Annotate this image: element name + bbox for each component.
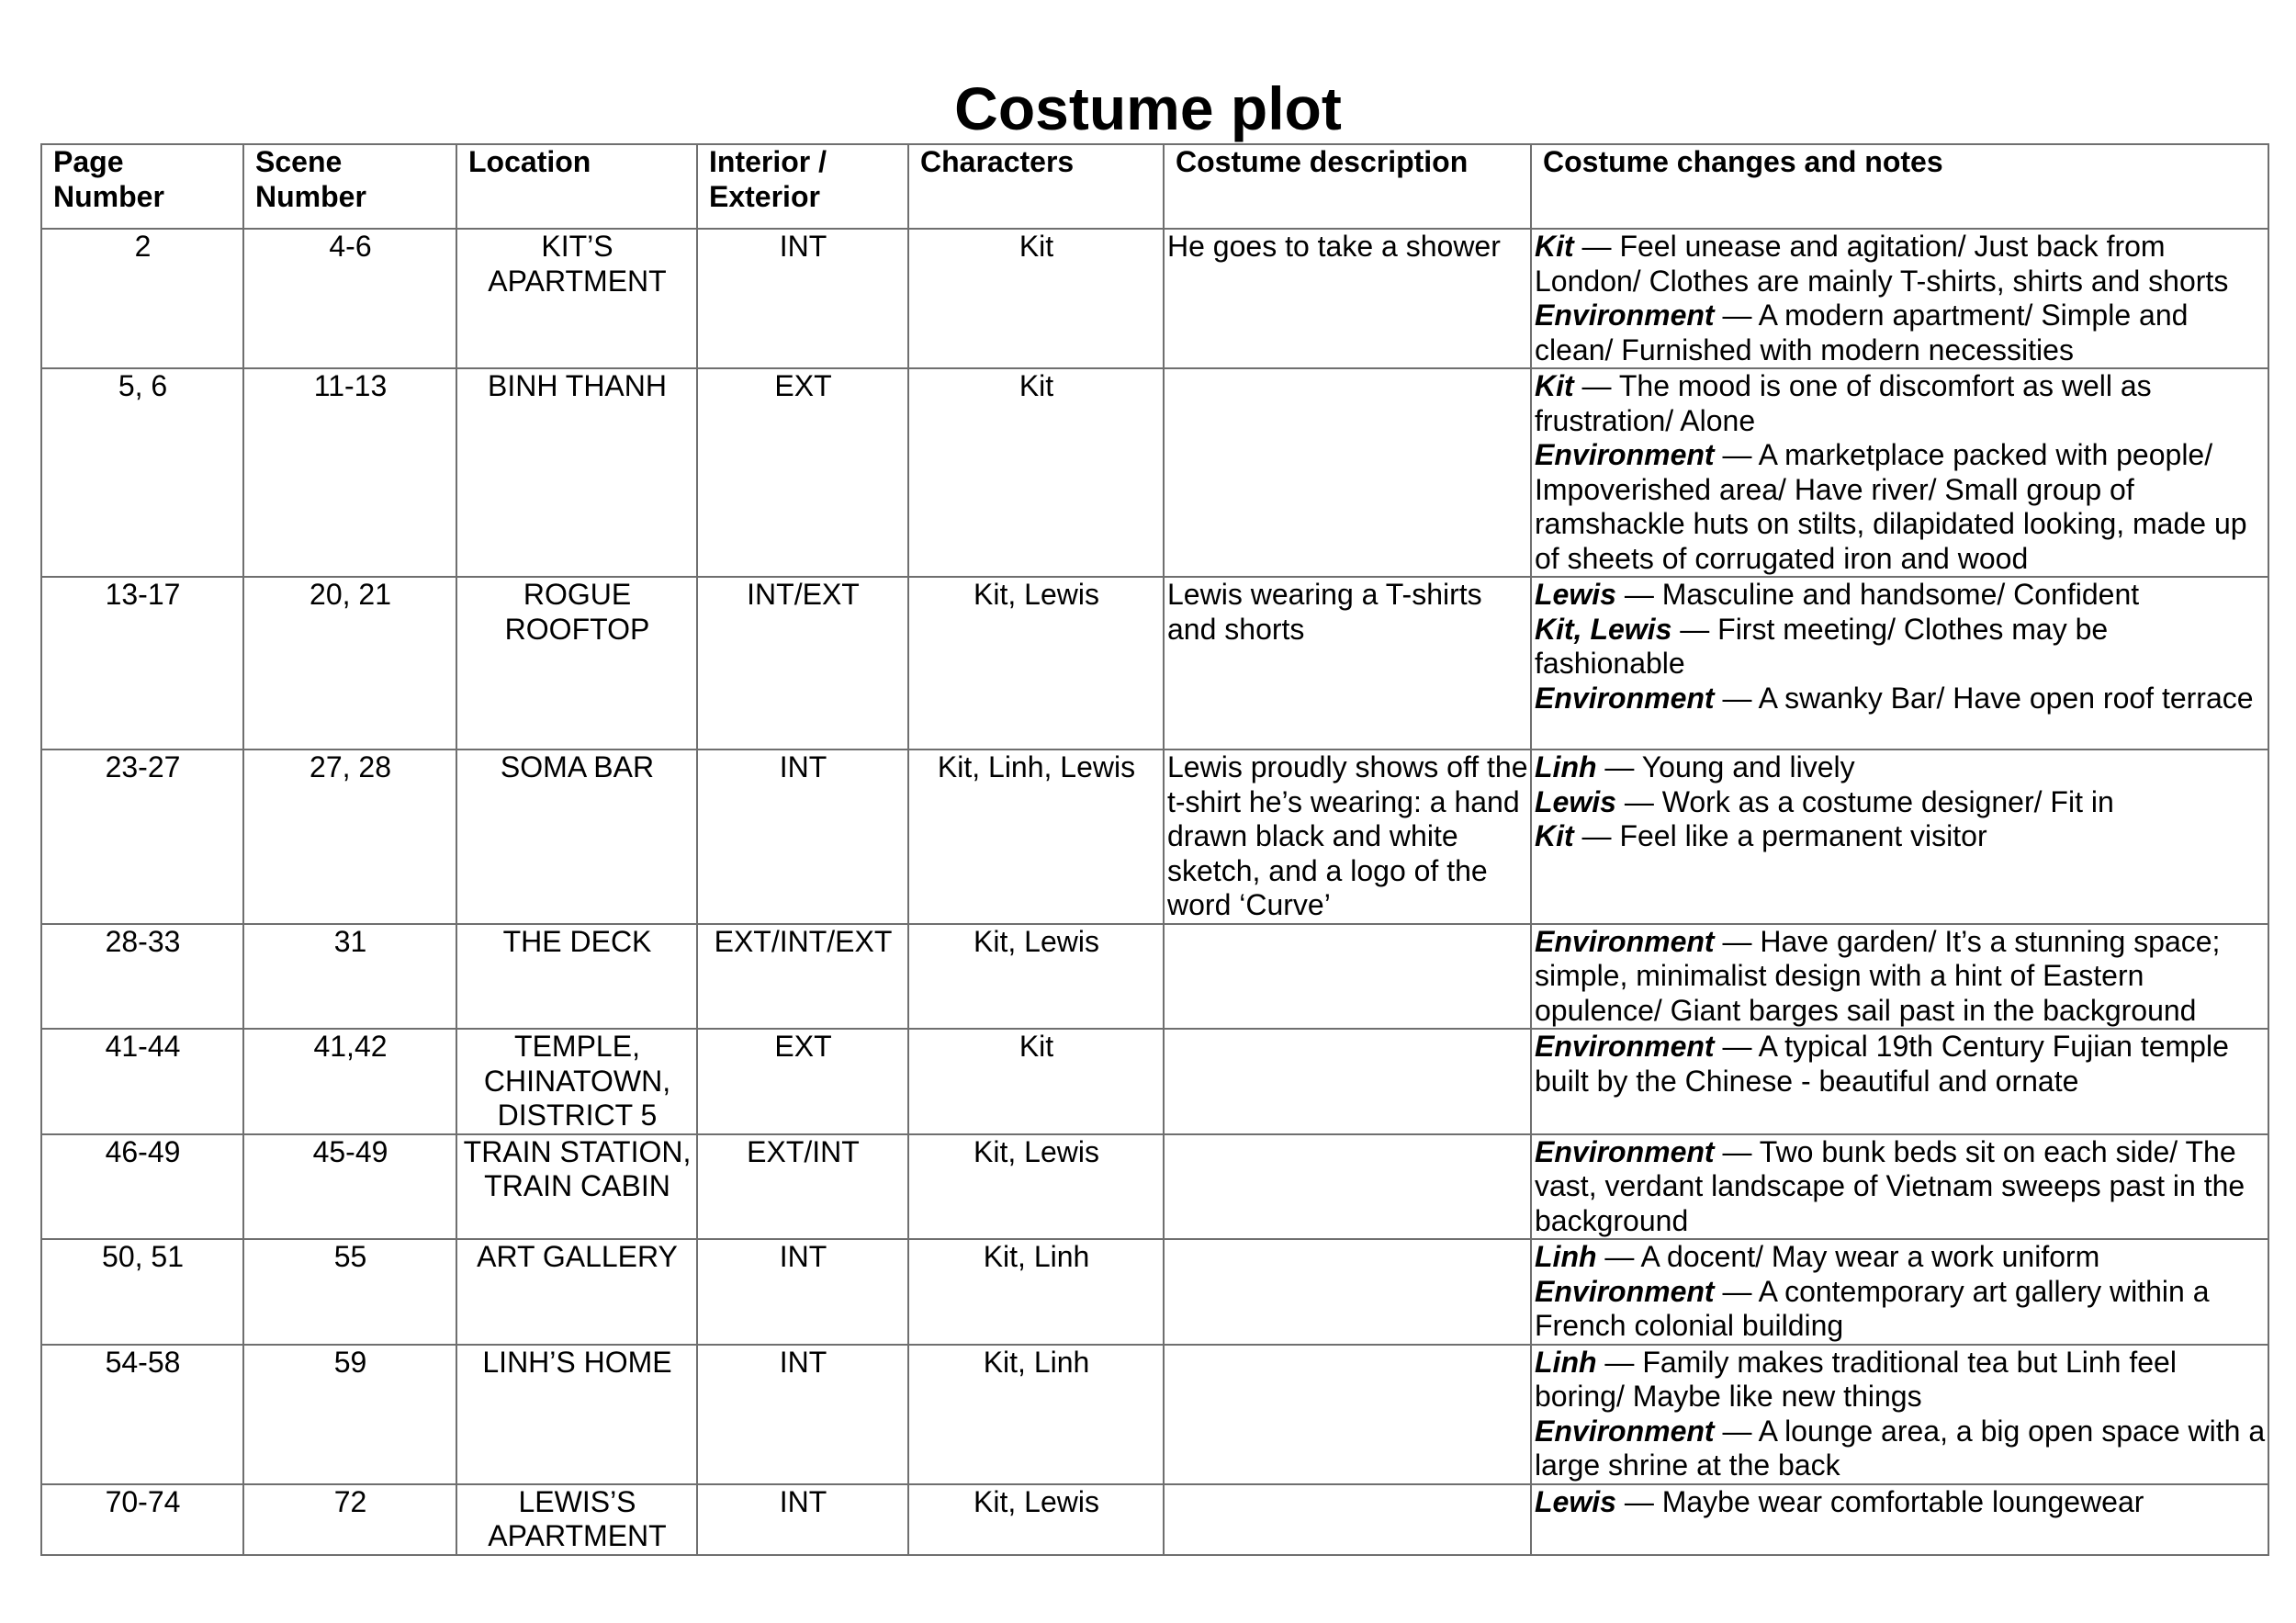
location-cell: LINH’S HOME [456,1345,697,1484]
note-text: — Feel unease and agitation/ Just back from London/ Clothes are mainly T-shirts, shirts and shorts [1535,230,2229,298]
scene-number-cell: 11-13 [243,368,456,577]
costume-plot-table [40,143,2269,1556]
costume-description-cell [1164,1345,1531,1484]
note-line [1535,1275,2266,1344]
header-page-number: Page Number [41,144,243,229]
characters-cell: Kit, Lewis [908,1134,1164,1240]
note-subject: Environment [1535,1030,1715,1063]
note-subject: Environment [1535,438,1715,471]
page-number-cell: 23-27 [41,750,243,924]
table-row [41,1029,2268,1134]
costume-notes-cell [1531,924,2268,1030]
page-number-cell: 28-33 [41,924,243,1030]
note-subject: Environment [1535,1274,1715,1308]
costume-description-cell [1164,1134,1531,1240]
note-subject: Environment [1535,1134,1715,1168]
page-number-cell: 54-58 [41,1345,243,1484]
note-text: — A swanky Bar/ Have open roof terrace [1714,681,2254,715]
note-line [1535,1135,2266,1239]
characters-cell: Kit, Lewis [908,924,1164,1030]
table-body [41,229,2268,1555]
note-subject: Linh [1535,1240,1597,1273]
location-cell: KIT’S APARTMENT [456,229,697,368]
header-row [41,144,2268,229]
note-line [1535,682,2266,716]
scene-number-cell: 41,42 [243,1029,456,1134]
page-number-cell: 5, 6 [41,368,243,577]
note-line [1535,613,2266,682]
note-line [1535,1485,2266,1520]
page-number-cell: 2 [41,229,243,368]
note-line [1535,230,2266,299]
location-cell: ART GALLERY [456,1239,697,1345]
scene-number-cell: 20, 21 [243,577,456,750]
note-subject: Kit, Lewis [1535,612,1672,646]
characters-cell: Kit, Linh, Lewis [908,750,1164,924]
interior-exterior-cell: EXT [697,1029,908,1134]
table-row [41,1484,2268,1555]
costume-description-cell: Lewis proudly shows off the t-shirt he’s wearing: a hand drawn black and white sketch, and a logo of the word ‘Curve’ [1164,750,1531,924]
scene-number-cell: 72 [243,1484,456,1555]
interior-exterior-cell: INT/EXT [697,577,908,750]
characters-cell: Kit, Linh [908,1239,1164,1345]
interior-exterior-cell: INT [697,1239,908,1345]
note-text: — A docent/ May wear a work uniform [1596,1240,2100,1273]
costume-description-cell: He goes to take a shower [1164,229,1531,368]
note-text: — A marketplace packed with people/ Impoverished area/ Have river/ Small group of ramshackle huts on stilts, dilapidated looking, made up of sheets of corrugated iron and wood [1535,438,2247,575]
table-row [41,750,2268,924]
costume-notes-cell [1531,1345,2268,1484]
interior-exterior-cell: INT [697,750,908,924]
characters-cell: Kit [908,229,1164,368]
note-text: — A typical 19th Century Fujian temple built by the Chinese - beautiful and ornate [1535,1030,2229,1098]
location-cell: TEMPLE, CHINATOWN, DISTRICT 5 [456,1029,697,1134]
scene-number-cell: 55 [243,1239,456,1345]
note-line [1535,785,2266,820]
note-subject: Kit [1535,230,1574,263]
note-text: — Family makes traditional tea but Linh feel boring/ Maybe like new things [1535,1345,2177,1413]
costume-description-cell: Lewis wearing a T-shirts and shorts [1164,577,1531,750]
note-text: — A contemporary art gallery within a French colonial building [1535,1274,2210,1342]
costume-description-cell [1164,1239,1531,1345]
note-text: — Have garden/ It’s a stunning space; simple, minimalist design with a hint of Eastern opulence/ Giant barges sail past in the background [1535,924,2221,1027]
costume-notes-cell [1531,368,2268,577]
scene-number-cell: 45-49 [243,1134,456,1240]
interior-exterior-cell: INT [697,1484,908,1555]
note-line [1535,1030,2266,1099]
costume-notes-cell [1531,1134,2268,1240]
note-line [1535,578,2266,613]
page-number-cell: 50, 51 [41,1239,243,1345]
note-line [1535,369,2266,438]
note-line [1535,819,2266,854]
interior-exterior-cell: EXT/INT/EXT [697,924,908,1030]
costume-description-cell [1164,368,1531,577]
costume-notes-cell [1531,577,2268,750]
note-text: — The mood is one of discomfort as well as frustration/ Alone [1535,369,2152,437]
note-subject: Environment [1535,681,1715,715]
page-number-cell: 13-17 [41,577,243,750]
note-subject: Lewis [1535,784,1616,818]
note-text: — Feel like a permanent visitor [1573,819,1987,852]
note-line [1535,1346,2266,1414]
interior-exterior-cell: EXT [697,368,908,577]
header-scene-number: Scene Number [243,144,456,229]
note-subject: Lewis [1535,578,1616,611]
header-costume-description: Costume description [1164,144,1531,229]
characters-cell: Kit [908,1029,1164,1134]
note-line [1535,925,2266,1029]
note-subject: Linh [1535,750,1597,783]
location-cell: LEWIS’S APARTMENT [456,1484,697,1555]
note-subject: Environment [1535,299,1715,332]
page-number-cell: 46-49 [41,1134,243,1240]
header-location: Location [456,144,697,229]
note-line [1535,1414,2266,1483]
characters-cell: Kit, Linh [908,1345,1164,1484]
table-row [41,1239,2268,1345]
location-cell: ROGUE ROOFTOP [456,577,697,750]
costume-description-cell [1164,1029,1531,1134]
location-cell: SOMA BAR [456,750,697,924]
note-line [1535,438,2266,576]
table-row [41,1134,2268,1240]
note-text: — Work as a costume designer/ Fit in [1615,784,2114,818]
note-subject: Environment [1535,924,1715,958]
page-number-cell: 70-74 [41,1484,243,1555]
location-cell: BINH THANH [456,368,697,577]
note-text: — Young and lively [1596,750,1855,783]
note-text: — Maybe wear comfortable loungewear [1615,1484,2144,1518]
page-number-cell: 41-44 [41,1029,243,1134]
note-text: — First meeting/ Clothes may be fashionable [1535,612,2109,680]
scene-number-cell: 59 [243,1345,456,1484]
interior-exterior-cell: EXT/INT [697,1134,908,1240]
header-costume-notes: Costume changes and notes [1531,144,2268,229]
table-row [41,577,2268,750]
costume-notes-cell [1531,750,2268,924]
costume-notes-cell [1531,1029,2268,1134]
note-text: — Two bunk beds sit on each side/ The vast, verdant landscape of Vietnam sweeps past in the background [1535,1134,2245,1237]
table-row [41,368,2268,577]
characters-cell: Kit [908,368,1164,577]
note-subject: Linh [1535,1345,1597,1379]
note-line [1535,1240,2266,1275]
note-text: — A lounge area, a big open space with a large shrine at the back [1535,1414,2266,1482]
note-line [1535,750,2266,785]
scene-number-cell: 31 [243,924,456,1030]
characters-cell: Kit, Lewis [908,577,1164,750]
note-text: — Masculine and handsome/ Confident [1615,578,2140,611]
note-text: — A modern apartment/ Simple and clean/ Furnished with modern necessities [1535,299,2189,366]
location-cell: THE DECK [456,924,697,1030]
costume-description-cell [1164,1484,1531,1555]
table-row [41,924,2268,1030]
note-subject: Environment [1535,1414,1715,1448]
interior-exterior-cell: INT [697,229,908,368]
note-subject: Kit [1535,819,1574,852]
characters-cell: Kit, Lewis [908,1484,1164,1555]
note-subject: Lewis [1535,1484,1616,1518]
location-cell: TRAIN STATION, TRAIN CABIN [456,1134,697,1240]
interior-exterior-cell: INT [697,1345,908,1484]
scene-number-cell: 27, 28 [243,750,456,924]
costume-notes-cell [1531,229,2268,368]
table-row [41,229,2268,368]
note-subject: Kit [1535,369,1574,402]
costume-notes-cell [1531,1484,2268,1555]
page-title: Costume plot [954,74,1342,142]
costume-description-cell [1164,924,1531,1030]
header-interior-exterior: Interior / Exterior [697,144,908,229]
costume-notes-cell [1531,1239,2268,1345]
note-line [1535,299,2266,367]
table-row [41,1345,2268,1484]
scene-number-cell: 4-6 [243,229,456,368]
header-characters: Characters [908,144,1164,229]
